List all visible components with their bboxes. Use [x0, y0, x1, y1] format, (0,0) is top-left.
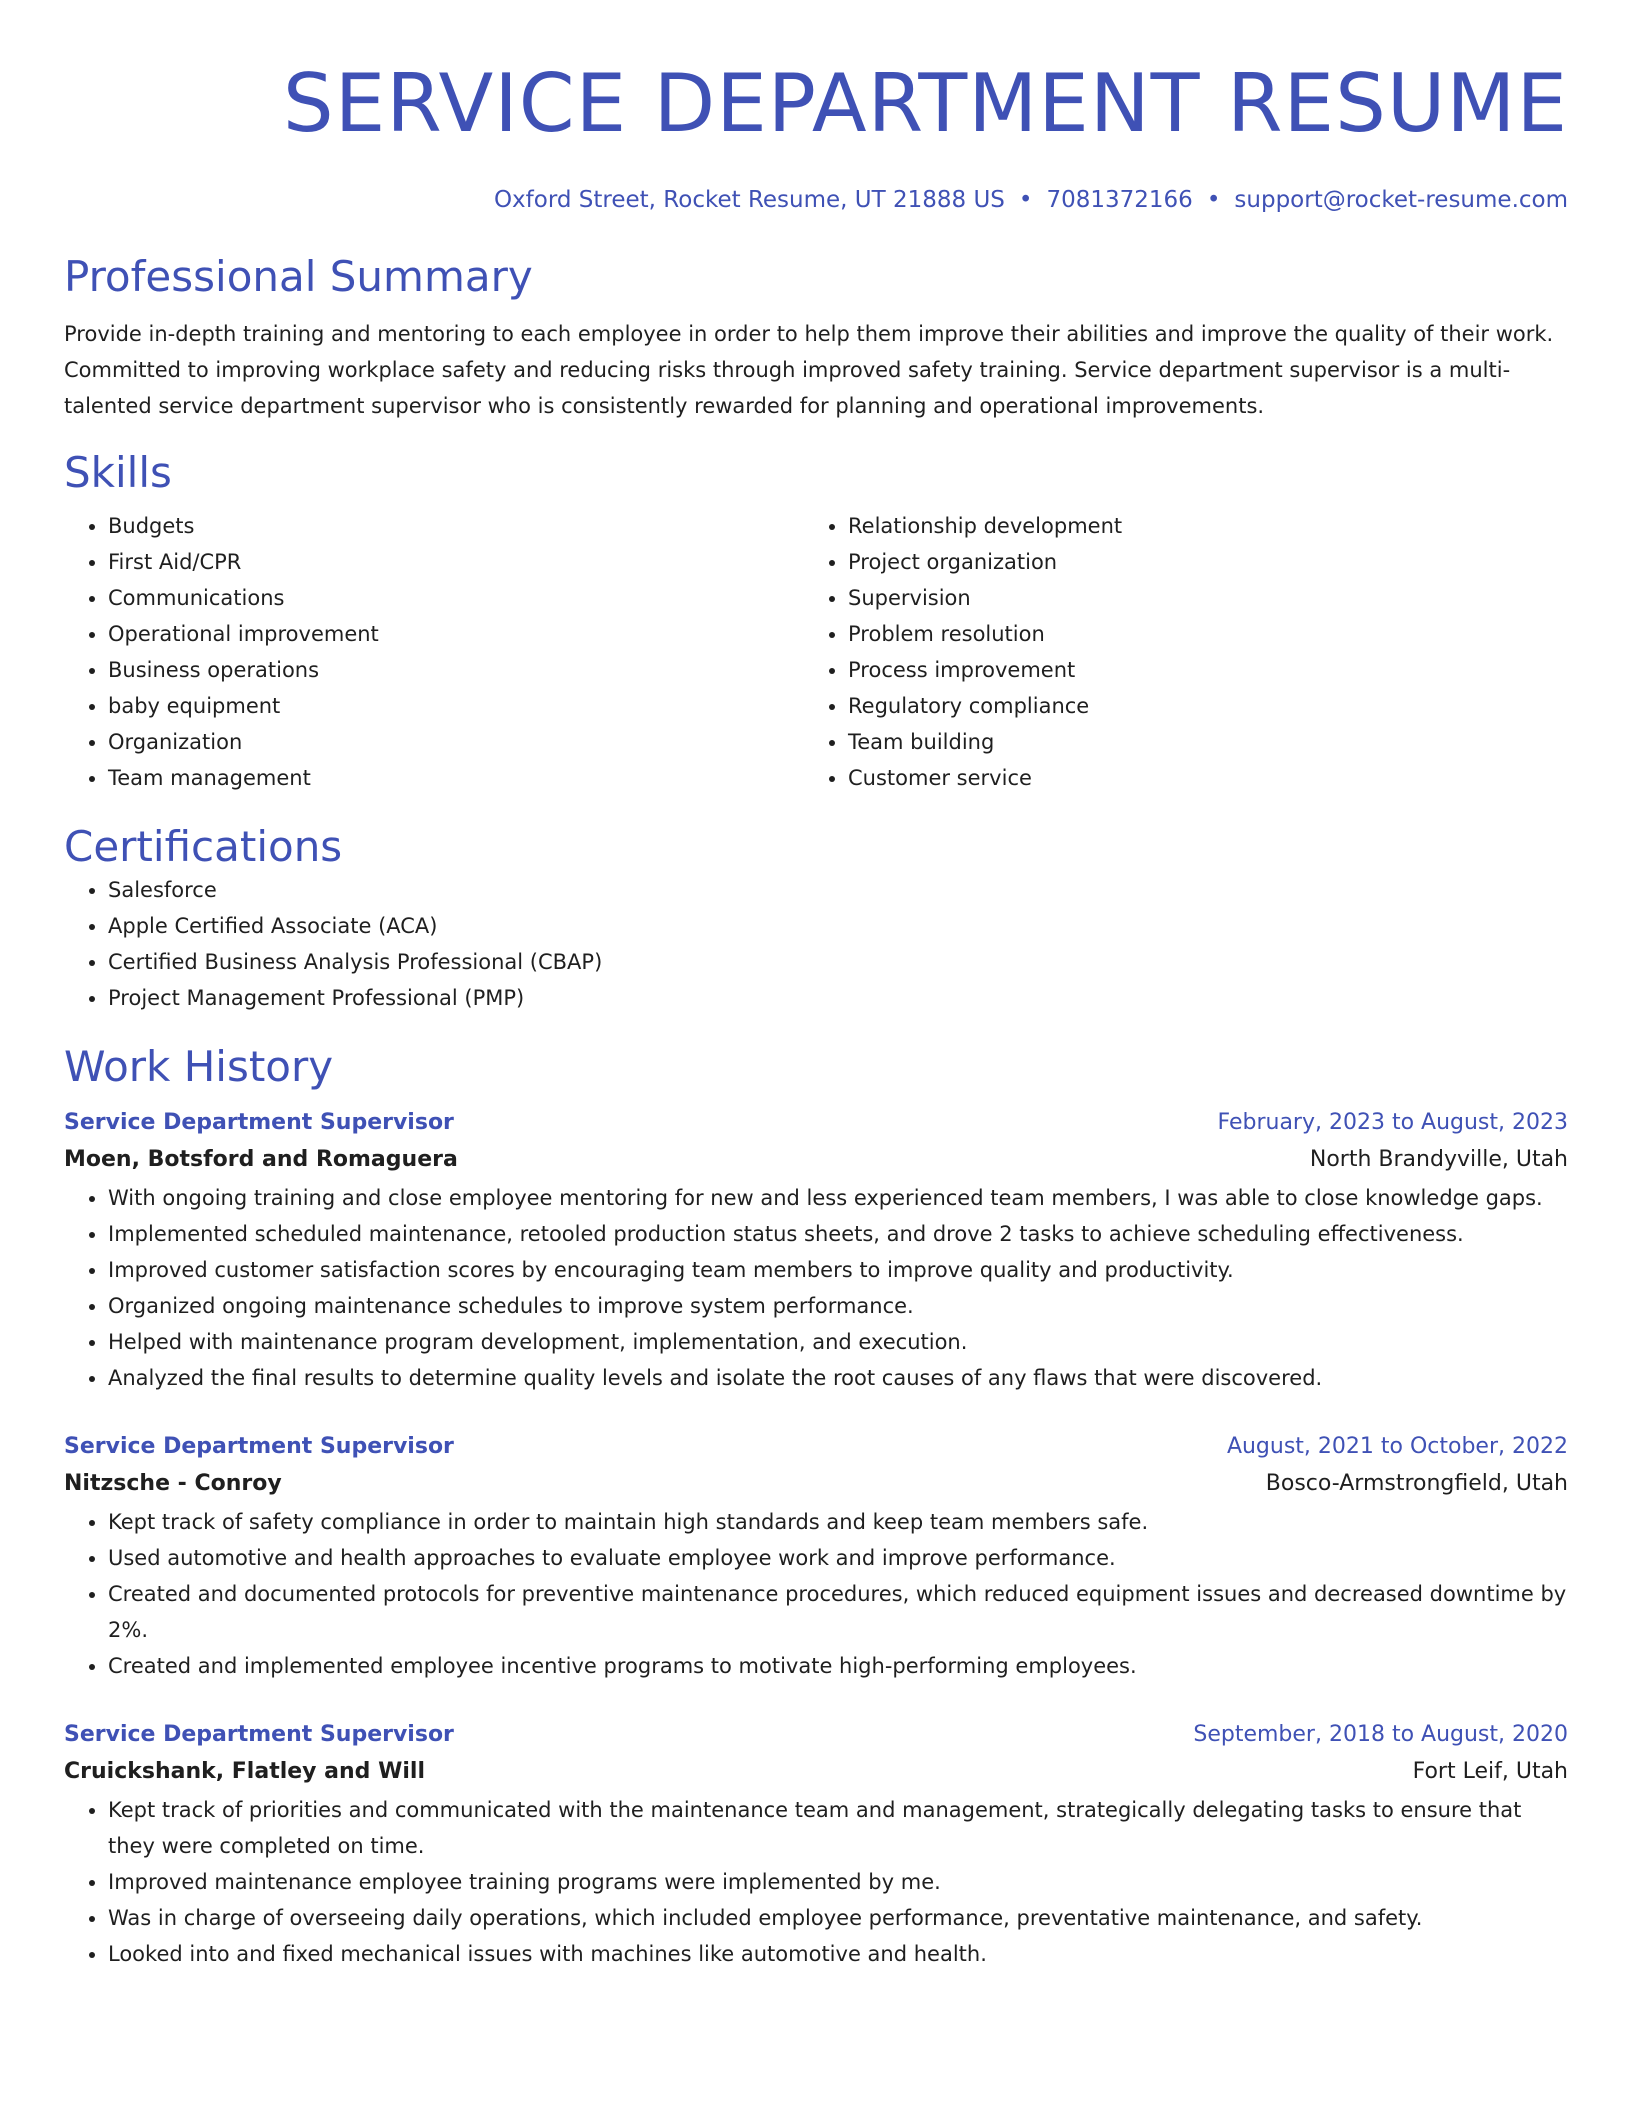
skills-heading: Skills: [64, 448, 172, 497]
job-location: Bosco-Armstrongfield, Utah: [1265, 1471, 1568, 1496]
job-header-row: [64, 1430, 1568, 1464]
job-company: Nitzsche - Conroy: [64, 1471, 282, 1496]
skill-item: • Regulatory compliance: [848, 688, 1568, 724]
certification-item: • Apple Certified Associate (ACA): [108, 908, 1568, 944]
certifications-list: [64, 872, 1568, 1016]
contact-separator: •: [1018, 187, 1033, 213]
skill-item: • Team building: [848, 724, 1568, 760]
job-bullet: • Improved customer satisfaction scores by encouraging team members to improve quality and productivity.: [108, 1252, 1568, 1288]
skill-item: • Supervision: [848, 580, 1568, 616]
contact-line: [64, 186, 1568, 214]
job-bullet: • Looked into and fixed mechanical issues with machines like automotive and health.: [108, 1936, 1568, 1972]
job-entry: [64, 1430, 1568, 1684]
job-company-row: [64, 1140, 1568, 1180]
job-header-row: [64, 1718, 1568, 1752]
job-bullets: [64, 1180, 1568, 1396]
job-bullet: • Used automotive and health approaches to evaluate employee work and improve performance.: [108, 1540, 1568, 1576]
certification-item: • Certified Business Analysis Professional (CBAP): [108, 944, 1568, 980]
skill-item: • Business operations: [108, 652, 804, 688]
job-bullet: • Kept track of priorities and communicated with the maintenance team and management, strategically delegating tasks to ensure that they were completed on time.: [108, 1792, 1568, 1864]
skill-item: • Organization: [108, 724, 804, 760]
job-bullet: • Was in charge of overseeing daily operations, which included employee performance, preventative maintenance, and safety.: [108, 1900, 1568, 1936]
resume-title: SERVICE DEPARTMENT RESUME: [282, 57, 1568, 150]
resume-header: [64, 56, 1568, 214]
job-bullet: • Kept track of safety compliance in order to maintain high standards and keep team members safe.: [108, 1504, 1568, 1540]
skills-list: [64, 508, 1568, 796]
skill-item: • Process improvement: [848, 652, 1568, 688]
job-entry: [64, 1106, 1568, 1396]
job-bullet: • Improved maintenance employee training programs were implemented by me.: [108, 1864, 1568, 1900]
job-location: North Brandyville, Utah: [1309, 1147, 1568, 1172]
job-company: Moen, Botsford and Romaguera: [64, 1147, 458, 1172]
skill-item: • Team management: [108, 760, 804, 796]
job-location: Fort Leif, Utah: [1412, 1759, 1568, 1784]
skill-item: • Relationship development: [848, 508, 1568, 544]
job-company-row: [64, 1752, 1568, 1792]
certification-item: • Salesforce: [108, 872, 1568, 908]
skill-item: • First Aid/CPR: [108, 544, 804, 580]
contact-separator: •: [1206, 187, 1221, 213]
job-bullet: • Organized ongoing maintenance schedules to improve system performance.: [108, 1288, 1568, 1324]
contact-email[interactable]: support@rocket-resume.com: [1234, 187, 1568, 213]
skill-item: • Communications: [108, 580, 804, 616]
job-bullet: • Created and implemented employee incentive programs to motivate high-performing employees.: [108, 1648, 1568, 1684]
job-role: Service Department Supervisor: [64, 1110, 454, 1135]
job-dates: February, 2023 to August, 2023: [1217, 1110, 1568, 1135]
work-history-heading: Work History: [64, 1042, 334, 1091]
job-dates: September, 2018 to August, 2020: [1193, 1722, 1568, 1747]
job-role: Service Department Supervisor: [64, 1722, 454, 1747]
job-dates: August, 2021 to October, 2022: [1226, 1434, 1568, 1459]
job-company: Cruickshank, Flatley and Will: [64, 1759, 425, 1784]
job-bullet: • Created and documented protocols for preventive maintenance procedures, which reduced equipment issues and decreased downtime by 2%.: [108, 1576, 1568, 1648]
job-bullets: [64, 1504, 1568, 1684]
skill-item: • Problem resolution: [848, 616, 1568, 652]
contact-phone: 7081372166: [1046, 187, 1193, 213]
job-role: Service Department Supervisor: [64, 1434, 454, 1459]
skill-item: • Operational improvement: [108, 616, 804, 652]
job-bullets: [64, 1792, 1568, 1972]
job-bullet: • Helped with maintenance program development, implementation, and execution.: [108, 1324, 1568, 1360]
certification-item: • Project Management Professional (PMP): [108, 980, 1568, 1016]
summary-heading: Professional Summary: [64, 252, 533, 301]
job-bullet: • Analyzed the final results to determine quality levels and isolate the root causes of any flaws that were discovered.: [108, 1360, 1568, 1396]
job-entry: [64, 1718, 1568, 1972]
skill-item: • Project organization: [848, 544, 1568, 580]
job-header-row: [64, 1106, 1568, 1140]
skills-column-left: [64, 508, 804, 796]
summary-text: Provide in-depth training and mentoring to each employee in order to help them improve their abilities and improve the quality of their work. Committed to improving workplace safety and reducing risks through improved safety training. Service department supervisor is a multi-talented service department supervisor who is consistently rewarded for planning and operational improvements.: [64, 322, 1554, 418]
skill-item: • Budgets: [108, 508, 804, 544]
job-company-row: [64, 1464, 1568, 1504]
certifications-heading: Certifications: [64, 822, 343, 871]
skill-item: • baby equipment: [108, 688, 804, 724]
job-bullet: • With ongoing training and close employee mentoring for new and less experienced team members, I was able to close knowledge gaps.: [108, 1180, 1568, 1216]
skill-item: • Customer service: [848, 760, 1568, 796]
skills-column-right: [804, 508, 1568, 796]
contact-address: Oxford Street, Rocket Resume, UT 21888 US: [493, 187, 1005, 213]
job-bullet: • Implemented scheduled maintenance, retooled production status sheets, and drove 2 tasks to achieve scheduling effectiveness.: [108, 1216, 1568, 1252]
